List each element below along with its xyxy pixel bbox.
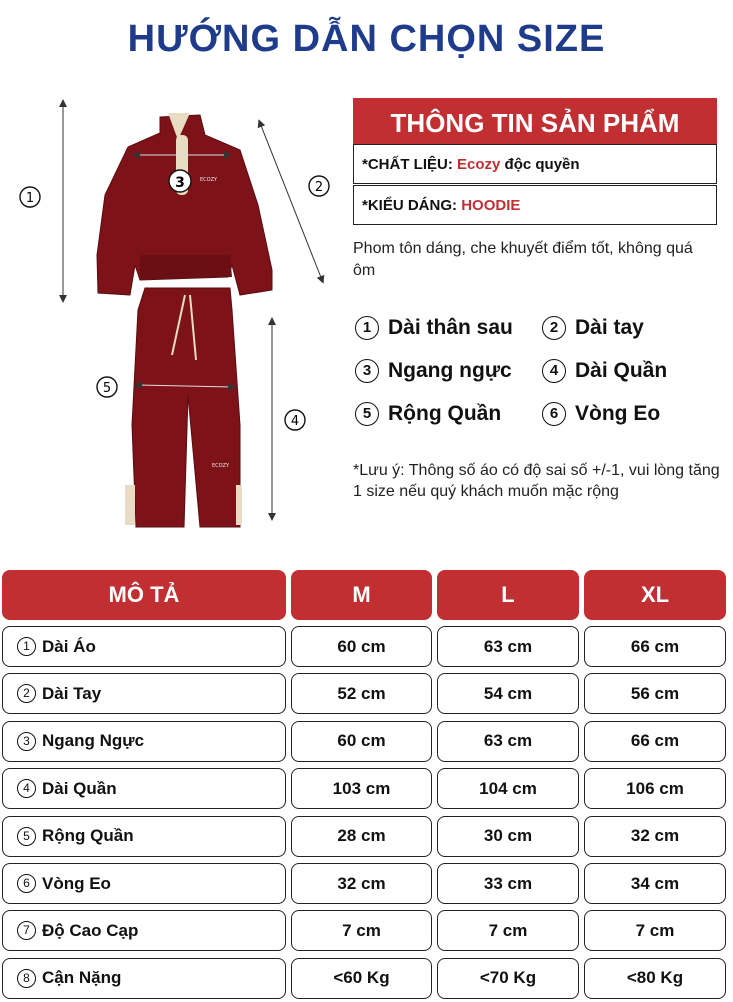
pants-brand-text: ECOZY: [212, 463, 230, 469]
product-info-box: [353, 98, 717, 225]
legend-item: [542, 316, 644, 340]
number-circle-icon: 5: [355, 402, 379, 426]
material-value: Ecozy: [457, 156, 501, 173]
row-label: Ngang Ngực: [42, 731, 145, 751]
value-size-xl: 32 cm: [584, 816, 726, 857]
row-label: Cận Nặng: [42, 968, 122, 988]
header-description: MÔ TẢ: [2, 570, 286, 620]
hoodie-shape: [97, 113, 272, 295]
number-circle-icon: 1: [17, 637, 36, 656]
material-label: *CHẤT LIỆU:: [362, 156, 453, 173]
value-size-l: 33 cm: [437, 863, 579, 904]
value-size-l: 63 cm: [437, 721, 579, 762]
marker-4-icon: [285, 410, 305, 430]
row-description: [2, 626, 286, 667]
legend-item: [355, 316, 513, 340]
legend-item: [542, 402, 660, 426]
value-size-xl: 66 cm: [584, 626, 726, 667]
legend-label: Dài tay: [575, 316, 644, 339]
row-label: Vòng Eo: [42, 873, 111, 893]
row-label: Dài Quần: [42, 778, 117, 798]
tolerance-note: *Lưu ý: Thông số áo có độ sai số +/-1, vui lòng tăng 1 size nếu quý khách muốn mặc rộng: [353, 462, 720, 500]
svg-text:4: 4: [290, 414, 300, 429]
value-size-m: 103 cm: [291, 768, 432, 809]
svg-text:3: 3: [175, 175, 185, 191]
value-size-l: 7 cm: [437, 910, 579, 951]
value-size-xl: 7 cm: [584, 910, 726, 951]
header-size-m: M: [291, 570, 432, 620]
value-size-l: 63 cm: [437, 626, 579, 667]
marker-1-icon: [20, 187, 40, 207]
legend-item: [355, 359, 512, 383]
row-description: [2, 673, 286, 714]
hoodie-brand-text: ECOZY: [200, 177, 218, 183]
legend-label: Vòng Eo: [575, 402, 661, 425]
value-size-m: 32 cm: [291, 863, 432, 904]
number-circle-icon: 4: [17, 779, 36, 798]
row-description: [2, 958, 286, 999]
product-info-header: THÔNG TIN SẢN PHẨM: [353, 98, 717, 144]
row-description: [2, 910, 286, 951]
hoodie-pants-svg: [0, 95, 345, 535]
row-description: [2, 816, 286, 857]
material-suffix: độc quyền: [504, 156, 580, 173]
pants-shape: [125, 288, 242, 527]
value-size-l: 54 cm: [437, 673, 579, 714]
garment-illustration: [0, 95, 345, 535]
value-size-m: <60 Kg: [291, 958, 432, 999]
row-label: Dài Tay: [42, 683, 102, 703]
value-size-m: 60 cm: [291, 721, 432, 762]
marker-2-icon: [309, 176, 329, 196]
number-circle-icon: 8: [17, 969, 36, 988]
row-description: [2, 768, 286, 809]
legend-label: Dài thân sau: [388, 316, 513, 339]
number-circle-icon: 3: [17, 732, 36, 751]
value-size-m: 7 cm: [291, 910, 432, 951]
legend-label: Rộng Quần: [388, 402, 502, 425]
value-size-xl: 66 cm: [584, 721, 726, 762]
style-value: HOODIE: [461, 197, 521, 214]
number-circle-icon: 1: [355, 316, 379, 340]
number-circle-icon: 2: [17, 684, 36, 703]
value-size-m: 28 cm: [291, 816, 432, 857]
fit-description: Phom tôn dáng, che khuyết điểm tốt, không quá ôm: [353, 240, 693, 279]
legend-label: Dài Quần: [575, 359, 668, 382]
value-size-xl: <80 Kg: [584, 958, 726, 999]
svg-text:5: 5: [102, 381, 112, 396]
style-row: [353, 185, 717, 225]
row-label: Dài Áo: [42, 636, 96, 656]
value-size-xl: 34 cm: [584, 863, 726, 904]
row-label: Rộng Quần: [42, 826, 134, 846]
value-size-l: 104 cm: [437, 768, 579, 809]
svg-text:1: 1: [25, 191, 35, 206]
number-circle-icon: 4: [542, 359, 566, 383]
row-label: Độ Cao Cạp: [42, 920, 139, 940]
value-size-l: <70 Kg: [437, 958, 579, 999]
value-size-xl: 56 cm: [584, 673, 726, 714]
number-circle-icon: 2: [542, 316, 566, 340]
legend-label: Ngang ngực: [388, 359, 512, 382]
marker-3-icon: [169, 170, 191, 192]
page-title: HƯỚNG DẪN CHỌN SIZE: [127, 18, 606, 60]
value-size-l: 30 cm: [437, 816, 579, 857]
number-circle-icon: 6: [17, 874, 36, 893]
row-description: [2, 721, 286, 762]
legend-item: [542, 359, 667, 383]
row-description: [2, 863, 286, 904]
header-size-xl: XL: [584, 570, 726, 620]
svg-text:2: 2: [314, 180, 324, 195]
value-size-m: 52 cm: [291, 673, 432, 714]
style-label: *KIỂU DÁNG:: [362, 197, 458, 214]
number-circle-icon: 5: [17, 827, 36, 846]
legend-item: [355, 402, 501, 426]
header-size-l: L: [437, 570, 579, 620]
number-circle-icon: 6: [542, 402, 566, 426]
number-circle-icon: 3: [355, 359, 379, 383]
value-size-m: 60 cm: [291, 626, 432, 667]
marker-5-icon: [97, 377, 117, 397]
number-circle-icon: 7: [17, 921, 36, 940]
material-row: [353, 144, 717, 184]
value-size-xl: 106 cm: [584, 768, 726, 809]
